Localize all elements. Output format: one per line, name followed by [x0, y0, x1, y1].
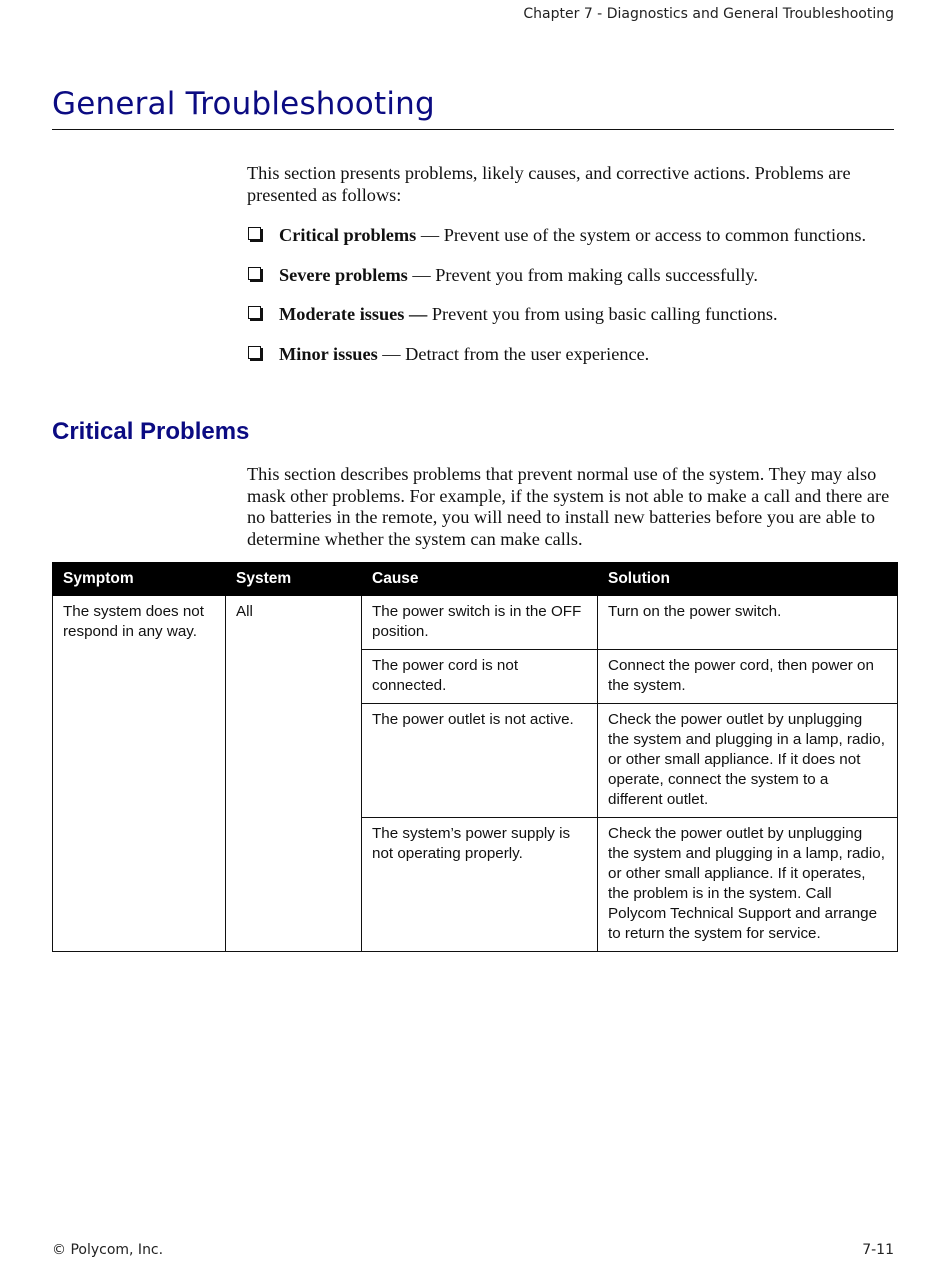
cause-cell: The power switch is in the OFF position.	[362, 596, 598, 650]
column-header-system: System	[226, 563, 362, 596]
cause-cell: The power cord is not connected.	[362, 650, 598, 704]
table-header-row	[53, 563, 898, 596]
section-paragraph: This section describes problems that prevent normal use of the system. They may also mask other problems. For example, if the system is not able to make a call and there are no batteries in the remote, you will need to install new batteries before you are able to determine whether the system can make calls.	[247, 464, 890, 549]
category-separator: —	[416, 225, 444, 245]
column-header-solution: Solution	[598, 563, 898, 596]
column-header-cause: Cause	[362, 563, 598, 596]
checkbox-bullet-icon	[248, 306, 261, 319]
category-description: Prevent you from using basic calling functions.	[431, 304, 778, 324]
title-rule	[52, 129, 894, 130]
checkbox-bullet-icon	[248, 346, 261, 359]
footer-copyright: © Polycom, Inc.	[52, 1242, 164, 1258]
page-title: General Troubleshooting	[52, 86, 435, 122]
checkbox-bullet-icon	[248, 267, 261, 280]
list-item	[247, 343, 907, 365]
intro-paragraph: This section presents problems, likely causes, and corrective actions. Problems are presented as follows:	[247, 163, 851, 205]
solution-cell: Turn on the power switch.	[598, 596, 898, 650]
problem-categories-list	[247, 224, 907, 382]
category-term: Severe problems	[279, 264, 408, 285]
category-term: Minor issues	[279, 343, 378, 364]
symptom-cell: The system does not respond in any way.	[53, 596, 226, 952]
list-item	[247, 224, 907, 246]
category-separator: —	[407, 264, 436, 285]
section-heading: Critical Problems	[52, 418, 250, 445]
category-description: Prevent use of the system or access to common functions.	[443, 225, 867, 245]
list-item	[247, 264, 907, 286]
system-cell: All	[226, 596, 362, 952]
solution-cell: Check the power outlet by unplugging the system and plugging in a lamp, radio, or other small appliance. If it operates, the problem is in the system. Call Polycom Technical Support and arrange to return the system for service.	[598, 818, 898, 952]
table-row	[53, 596, 898, 650]
category-description: Prevent you from making calls successfully.	[435, 264, 758, 285]
category-separator: —	[377, 343, 406, 364]
list-item	[247, 303, 907, 325]
footer-page-number: 7-11	[862, 1242, 894, 1258]
solution-cell: Check the power outlet by unplugging the system and plugging in a lamp, radio, or other small appliance. If it does not operate, connect the system to a different outlet.	[598, 704, 898, 818]
category-term: Moderate issues —	[279, 304, 428, 324]
solution-cell: Connect the power cord, then power on the system.	[598, 650, 898, 704]
troubleshooting-table	[52, 562, 898, 952]
column-header-symptom: Symptom	[53, 563, 226, 596]
running-header: Chapter 7 - Diagnostics and General Troubleshooting	[523, 6, 894, 22]
cause-cell: The system’s power supply is not operating properly.	[362, 818, 598, 952]
checkbox-bullet-icon	[248, 227, 261, 240]
cause-cell: The power outlet is not active.	[362, 704, 598, 818]
category-description: Detract from the user experience.	[405, 343, 650, 364]
category-term: Critical problems	[279, 225, 417, 245]
